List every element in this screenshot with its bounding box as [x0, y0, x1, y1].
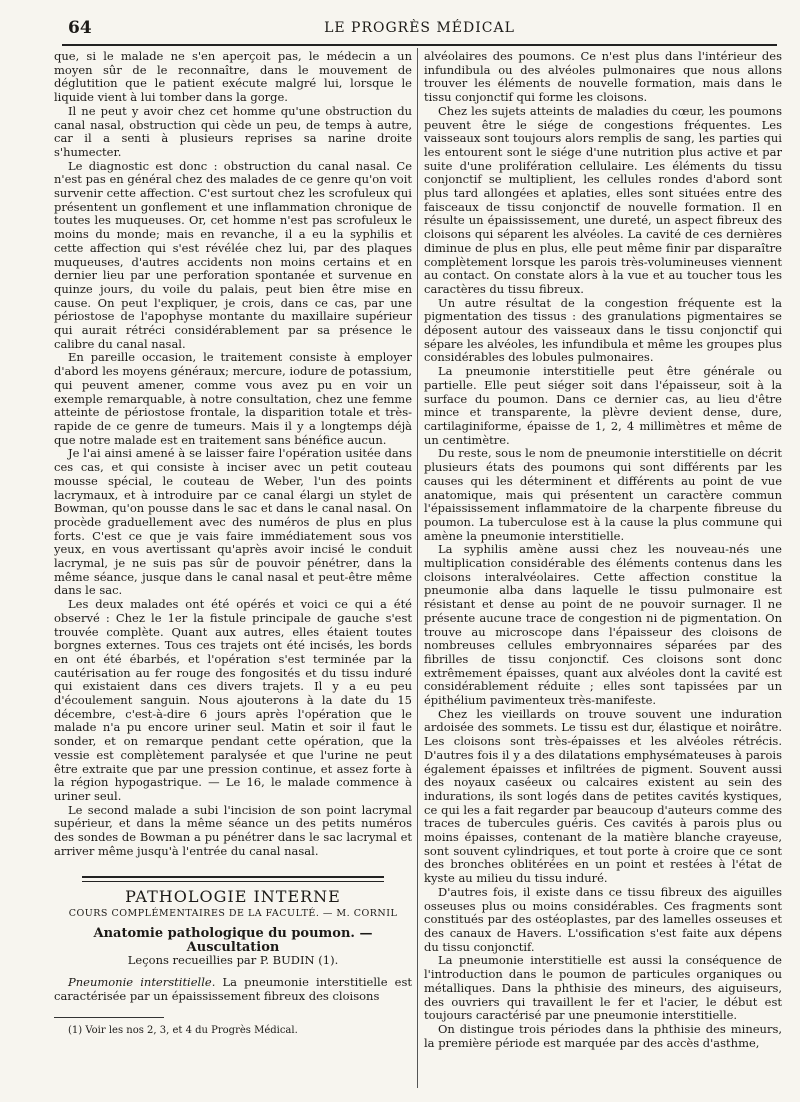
lecture-title: Anatomie pathologique du poumon. — Auscultation [93, 925, 373, 955]
paragraph: Le second malade a subi l'incision de son point lacrymal supérieur, et dans la même séance un des petits numéros des sondes de Bowman a pu pénétrer dans le sac lacrymal et arriver même jusqu'à l'entrée du canal nasal. [54, 802, 412, 858]
paragraph: Il ne peut y avoir chez cet homme qu'une obstruction du canal nasal, obstruction qui cède un peu, de temps à autre, car il a senti à plusieurs reprises sa narine droite s'humecter. [54, 103, 412, 159]
course-line: COURS COMPLÉMENTAIRES DE LA FACULTÉ. — M. CORNIL [68, 908, 398, 920]
section-title: PATHOLOGIE INTERNE [125, 887, 341, 907]
paragraph: Du reste, sous le nom de pneumonie interstitielle on décrit plusieurs états des poumons qui sont différents par les causes qui les déterminent et différents au point de vue anatomique, mais qui présentent un caractère commun l'épaississement inflammatoire de la charpente fibreuse du poumon. La tuberculose est à la cause la plus commune qui amène la pneumonie interstitielle. [424, 446, 782, 543]
paragraph: On distingue trois périodes dans la phthisie des mineurs, la première période est marquée par des accès d'asthme, [424, 1021, 782, 1050]
right-column [424, 50, 782, 1100]
lecture-subtitle: Leçons recueillies par P. BUDIN (1). [127, 953, 339, 968]
footnote-rule [54, 1017, 164, 1018]
intro-text: La pneumonie interstitielle est caractérisée par un épaississement fibreux des cloisons [54, 975, 412, 1003]
paragraph: que, si le malade ne s'en aperçoit pas, le médecin a un moyen sûr de le reconnaître, dans le mouvement de déglutition que le patient exécute malgré lui, lorsque le liquide vient à lui tomber dans la gorge. [54, 50, 412, 105]
paragraph: Chez les vieillards on trouve souvent une induration ardoisée des sommets. Le tissu est dur, élastique et noirâtre. Les cloisons sont très-épaisses et les alvéoles rétrécis. D'autres fois il y a des dilatations emphysémateuses à parois également épaisses et infiltrées de pigment. Souvent aussi des noyaux caséeux ou calcaires existent au sein des indurations, ils sont logés dans de petites cavités kystiques, ce qui les a fait regarder par beaucoup d'auteurs comme des traces de tubercules guéris. Ces cavités à parois plus ou moins épaisses, contenant de la matière blanche crayeuse, sont souvent cylindriques, et tout porte à croire que ce sont des bronches oblitérées en un point et restées à l'état de kyste au milieu du tissu induré. [424, 706, 782, 886]
paragraph: La syphilis amène aussi chez les nouveau-nés une multiplication considérable des éléments contenus dans les cloisons interalvéolaires. Cette affection constitue la pneumonie alba dans laquelle le tissu pulmonaire est résistant et dense au point de ne pouvoir surnager. Il ne présente aucune trace de congestion ni de pigmentation. On trouve au microscope dans l'épaisseur des cloisons de nombreuses cellules embryonnaires séparées par des fibrilles de tissu conjonctif. Ces cloisons sont donc extrêmement épaisses, quant aux alvéoles dont la cavité est considérablement réduite ; elles sont tapissées par un épithélium pavimenteux très-manifeste. [424, 542, 782, 708]
paragraph: Je l'ai ainsi amené à se laisser faire l'opération usitée dans ces cas, et qui consiste à inciser avec un petit couteau mousse spécial, le couteau de Weber, l'un des points lacrymaux, et à introduire par ce canal élargi un stylet de Bowman, qu'on pousse dans le sac et dans le canal nasal. On procède graduellement avec des numéros de plus en plus forts. C'est ce que je vais faire immédiatement sous vos yeux, en vous avertissant qu'après avoir incisé le conduit lacrymal, je ne suis pas sûr de pouvoir pénétrer, dans la même séance, jusque dans le canal nasal et peut-être même dans le sac. [54, 446, 412, 598]
intro-paragraph [54, 976, 412, 1003]
paragraph: La pneumonie interstitielle est aussi la conséquence de l'introduction dans le poumon de particules organiques ou métalliques. Dans la phthisie des mineurs, des aiguiseurs, des ouvriers qui travaillent le fer et l'acier, le début est toujours caractérisé par une pneumonie interstitielle. [424, 953, 782, 1023]
left-column [54, 50, 412, 1100]
header-rule [62, 44, 777, 46]
paragraph: Les deux malades ont été opérés et voici ce qui a été observé : Chez le 1er la fistule principale de gauche s'est trouvée complète. Quant aux autres, elles étaient toutes borgnes externes. Tous ces trajets ont été incisés, les bords en ont été ébarbés, et l'opération s'est terminée par la cautérisation au fer rouge des fongosités et du tissu induré qui existaient dans ces divers trajets. Il y a eu peu d'écoulement sanguin. Nous ajouterons à la date du 15 décembre, c'est-à-dire 6 jours après l'opération que le malade n'a pu encore uriner seul. Matin et soir il faut le sonder, et on remarque pendant cette opération, que la vessie est complètement paralysée et que l'urine ne peut être extraite que par une pression continue, et assez forte à la région hypogastrique. — Le 16, le malade commence à uriner seul. [54, 597, 412, 803]
paragraph: Le diagnostic est donc : obstruction du canal nasal. Ce n'est pas en général chez des malades de ce genre qu'on voit survenir cette affection. C'est surtout chez les scrofuleux qui présentent un gonflement et une inflammation chronique de toutes les muqueuses. Or, cet homme n'est pas scrofuleux le moins du monde; mais en revanche, il a eu la syphilis et cette affection qui s'est révélée chez lui, par des plaques muqueuses, d'autres accidents non moins certains et en dernier lieu par une perforation spontanée et survenue en quinze jours, du voile du palais, peut bien être mise en cause. On peut l'expliquer, je crois, dans ce cas, par une périostose de l'apophyse montante du maxillaire supérieur qui aurait rétréci considérablement par sa présence le calibre du canal nasal. [54, 158, 412, 351]
journal-title: LE PROGRÈS MÉDICAL [324, 20, 515, 36]
paragraph: D'autres fois, il existe dans ce tissu fibreux des aiguilles osseuses plus ou moins considérables. Ces fragments sont constitués par des ostéoplastes, par des lamelles osseuses et des canaux de Havers. L'ossification s'est faite aux dépens du tissu conjonctif. [424, 884, 782, 954]
paragraph: Chez les sujets atteints de maladies du cœur, les poumons peuvent être le siége de congestions fréquentes. Les vaisseaux sont toujours alors remplis de sang, les parties qui les entourent sont le siége d'une nutrition plus active et par suite d'une prolifération cellulaire. Les éléments du tissu conjonctif se multiplient, les cellules rondes d'abord sont plus tard allongées et aplaties, elles sont situées entre des faisceaux de tissu conjonctif de nouvelle formation. Il en résulte un épaississement, une dureté, un aspect fibreux des cloisons qui séparent les alvéoles. La cavité de ces dernières diminue de plus en plus, elle peut même finir par disparaître complètement lorsque les parois très-volumineuses viennent au contact. On constate alors à la vue et au toucher tous les caractères du tissu fibreux. [424, 103, 782, 296]
page-number: 64 [68, 18, 92, 38]
paragraph: Un autre résultat de la congestion fréquente est la pigmentation des tissus : des granulations pigmentaires se déposent autour des vaisseaux dans le tissu conjonctif qui sépare les alvéoles, les infundibula et même les groupes plus considérables des lobules pulmonaires. [424, 295, 782, 365]
paragraph: En pareille occasion, le traitement consiste à employer d'abord les moyens généraux; mercure, iodure de potassium, qui peuvent amener, comme vous avez pu en voir un exemple remarquable, à notre consultation, chez une femme atteinte de périostose frontale, la disparition totale et très-rapide de ce genre de tumeurs. Mais il y a longtemps déjà que notre malade est en traitement sans bénéfice aucun. [54, 350, 412, 447]
section-rule [82, 876, 384, 882]
paragraph: La pneumonie interstitielle peut être générale ou partielle. Elle peut siéger soit dans l'épaisseur, soit à la surface du poumon. Dans ce dernier cas, au lieu d'être mince et transparente, la plèvre devient dense, dure, cartilaginiforme, épaisse de 1, 2, 4 millimètres et même de un centimètre. [424, 364, 782, 447]
column-divider [417, 48, 418, 1088]
intro-italic: Pneumonie interstitielle. [68, 975, 216, 989]
paragraph: alvéolaires des poumons. Ce n'est plus dans l'intérieur des infundibula ou des alvéoles pulmonaires que nous allons trouver les éléments de nouvelle formation, mais dans le tissu conjonctif qui forme les cloisons. [424, 50, 782, 105]
page-header [62, 14, 777, 44]
footnote: (1) Voir les nos 2, 3, et 4 du Progrès Médical. [68, 1025, 298, 1037]
